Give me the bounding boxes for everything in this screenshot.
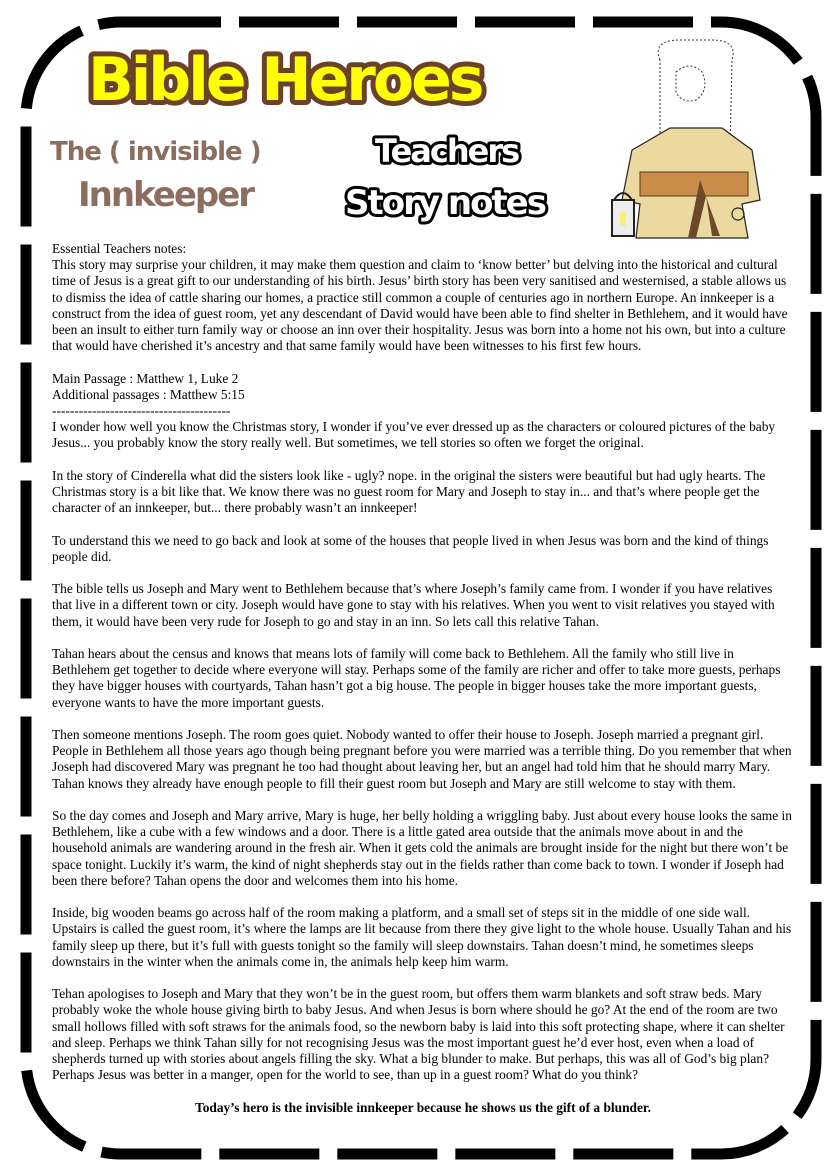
story-paragraph: The bible tells us Joseph and Mary went to Bethlehem because that’s where Joseph’s family came from. I wonder if you have relatives that live in a different town or city. Joseph would have gone to stay with his relatives. When you went to visit relatives you stayed with them, it would have been very rude for Joseph to go and stay in an inn. So lets call this relative Tahan. (52, 581, 775, 629)
document-body (52, 241, 794, 1132)
story-notes-label: Story notes (345, 183, 545, 223)
subtitle-innkeeper: Innkeeper (78, 175, 254, 215)
story-paragraph: Tahan hears about the census and knows that means lots of family will come back to Bethlehem. All the family who still live in Bethlehem get together to decide where everyone will stay. Perhaps some of the family are richer and offer to take more guests, perhaps they have bigger houses with courtyards, Tahan hasn’t got a big house. The people in bigger houses take the more important guests, everyone wants to have the more important guests. (52, 646, 781, 710)
divider-line: ---------------------------------------- (52, 403, 231, 419)
innkeeper-illustration (612, 40, 760, 238)
title-bible-heroes: Bible Heroes (88, 45, 482, 115)
story-paragraph: I wonder how well you know the Christmas story, I wonder if you’ve ever dressed up as the characters or coloured pictures of the baby Jesus... you probably know the story really well. But sometimes, we tell stories so often we forget the original. (52, 419, 776, 451)
story-paragraph: Inside, big wooden beams go across half of the room making a platform, and a small set of steps sit in the middle of one side wall. Upstairs is called the guest room, it’s where the lamps are lit because from there they give light to the whole house. Usually Tahan and his family sleep up there, but it’s full with guests tonight so the family will sleep downstairs. Tahan doesn’t mind, he sometimes sleeps downstairs in the winter when the animals come in, the animals help keep him warm. (52, 905, 792, 969)
teacher-notes-paragraph: This story may surprise your children, it may make them question and claim to ‘know better’ but delving into the historical and cultural time of Jesus is a great gift to our understanding of his birth. Jesus’ birth story has been very sanitised and westernised, a stable allows us to dismiss the idea of cattle sharing our homes, a practice still common a couple of centuries ago in northern Europe. An innkeeper is a construct from the idea of guest room, yet any descendant of David would have been able to find shelter in Bethlehem, and it would have been an insult to either turn family way or choose an inn over their hospitality. Jesus was born into a home not his own, but into a culture that would have cherished it’s ancestry and that same family would have been witnesses to his first few hours. (52, 257, 788, 354)
notes-heading: Essential Teachers notes: (52, 241, 187, 256)
story-paragraph: In the story of Cinderella what did the sisters look like - ugly? nope. in the original the sisters were beautiful but had ugly hearts. The Christmas story is a bit like that. We know there was no guest room for Mary and Joseph to stay in... and that’s where people get the character of an innkeeper, but... there probably wasn’t an innkeeper! (52, 467, 766, 516)
story-paragraph: So the day comes and Joseph and Mary arrive, Mary is huge, her belly holding a wriggling baby. Just about every house looks the same in Bethlehem, like a cube with a few windows and a door. There is a little gated area outside that the animals move about in and the household animals are wandering around in the fresh air. When it gets cold the animals are brought inside for the night but there won’t be space tonight. Luckily it’s warm, the kind of night shepherds stay out in the fields rather than come back to town. I wonder if Joseph had been there before? Tahan opens the door and welcomes them into his home. (52, 808, 792, 888)
teachers-label: Teachers (375, 132, 519, 170)
story-paragraph: Tehan apologises to Joseph and Mary that they won’t be in the guest room, but offers them warm blankets and soft straw beds. Mary probably woke the whole house giving birth to baby Jesus. And when Jesus is born where should he go? At the end of the room are two small hollows filled with soft straws for the animals food, so the newborn baby is laid into this soft protecting shape, where it can shelter and sleep. Perhaps we think Tahan silly for not recognising Jesus was the most important guest he’d ever host, even when a load of shepherds turned up with stories about angels filling the sky. What a big blunder to make. But perhaps, this was all of God’s big plan? Perhaps Jesus was better in a manger, open for the world to see, than up in a guest room? What do you think? (52, 986, 785, 1083)
story-paragraph: To understand this we need to go back and look at some of the houses that people lived in when Jesus was born and the kind of things people did. (52, 532, 769, 564)
hero-statement: Today’s hero is the invisible innkeeper because he shows us the gift of a blunder. (195, 1099, 651, 1115)
subtitle-invisible: The ( invisible ) (50, 137, 261, 167)
additional-passages: Additional passages : Matthew 5:15 (52, 386, 245, 402)
header-banner (0, 0, 827, 240)
story-paragraph: Then someone mentions Joseph. The room goes quiet. Nobody wanted to offer their house to Joseph. Joseph married a pregnant girl. People in Bethlehem all those years ago though being pregnant before you were married was a terrible thing. Do you remember that when Joseph had discovered Mary was pregnant he too had thought about leaving her, but an angel had told him that he should marry Mary. Tahan knows they already have enough people to fill their guest room but Joseph and Mary are still welcome to stay with them. (52, 727, 792, 791)
main-passage: Main Passage : Matthew 1, Luke 2 (52, 370, 239, 386)
